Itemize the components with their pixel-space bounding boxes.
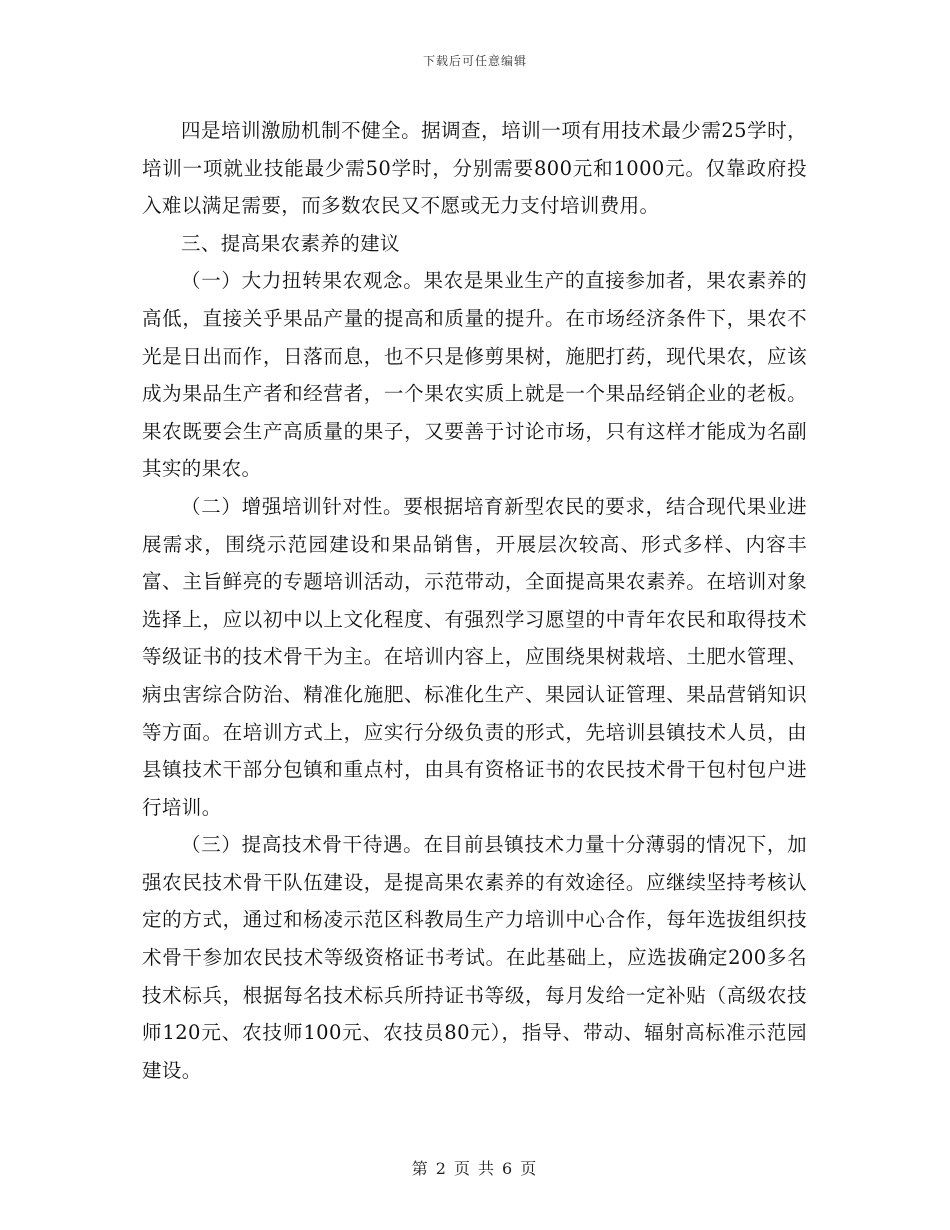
paragraph-training-incentive: 四是培训激励机制不健全。据调查，培训一项有用技术最少需25学时，培训一项就业技能最少需50学时，分别需要800元和1000元。仅靠政府投入难以满足需要，而多数农民又不愿或无力支付培训费用。 [142,119,807,218]
total-pages-number: 6 [502,1159,515,1178]
document-body [142,112,807,1089]
footer-page-word: 页 [453,1159,472,1178]
paragraph-technician-treatment: （三）提高技术骨干待遇。在目前县镇技术力量十分薄弱的情况下，加强农民技术骨干队伍建设，是提高果农素养的有效途径。应继续坚持考核认定的方式，通过和杨凌示范区科教局生产力培训中心合作，每年选拔组织技术骨干参加农民技术等级资格证书考试。在此基础上，应选拔确定200多名技术标兵，根据每名技术标兵所持证书等级，每月发给一定补贴（高级农技师120元、农技师100元、农技员80元），指导、带动、辐射高标准示范园建设。 [142,833,807,1082]
page-footer [0,1156,950,1179]
footer-total-word: 共 [478,1159,497,1178]
footer-suffix: 页 [520,1159,539,1178]
paragraph-training-targeting: （二）增强培训针对性。要根据培育新型农民的要求，结合现代果业进展需求，围绕示范园建设和果品销售，开展层次较高、形式多样、内容丰富、主旨鲜亮的专题培训活动，示范带动，全面提高果农素养。在培训对象选择上，应以初中以上文化程度、有强烈学习愿望的中青年农民和取得技术等级证书的技术骨干为主。在培训内容上，应围绕果树栽培、土肥水管理、病虫害综合防治、精准化施肥、标准化生产、果园认证管理、果品营销知识等方面。在培训方式上，应实行分级负责的形式，先培训县镇技术人员，由县镇技术干部分包镇和重点村，由具有资格证书的农民技术骨干包村包户进行培训。 [142,494,807,819]
paragraph-change-concept: （一）大力扭转果农观念。果农是果业生产的直接参加者，果农素养的高低，直接关乎果品产量的提高和质量的提升。在市场经济条件下，果农不光是日出而作，日落而息，也不只是修剪果树，施肥打药，现代果农，应该成为果品生产者和经营者，一个果农实质上就是一个果品经销企业的老板。果农既要会生产高质量的果子，又要善于讨论市场，只有这样才能成为名副其实的果农。 [142,269,807,481]
current-page-number: 2 [435,1159,448,1178]
footer-prefix: 第 [411,1159,430,1178]
page-header: 下载后可任意编辑 [422,54,527,68]
section-heading-suggestions: 三、提高果农素养的建议 [181,231,400,255]
